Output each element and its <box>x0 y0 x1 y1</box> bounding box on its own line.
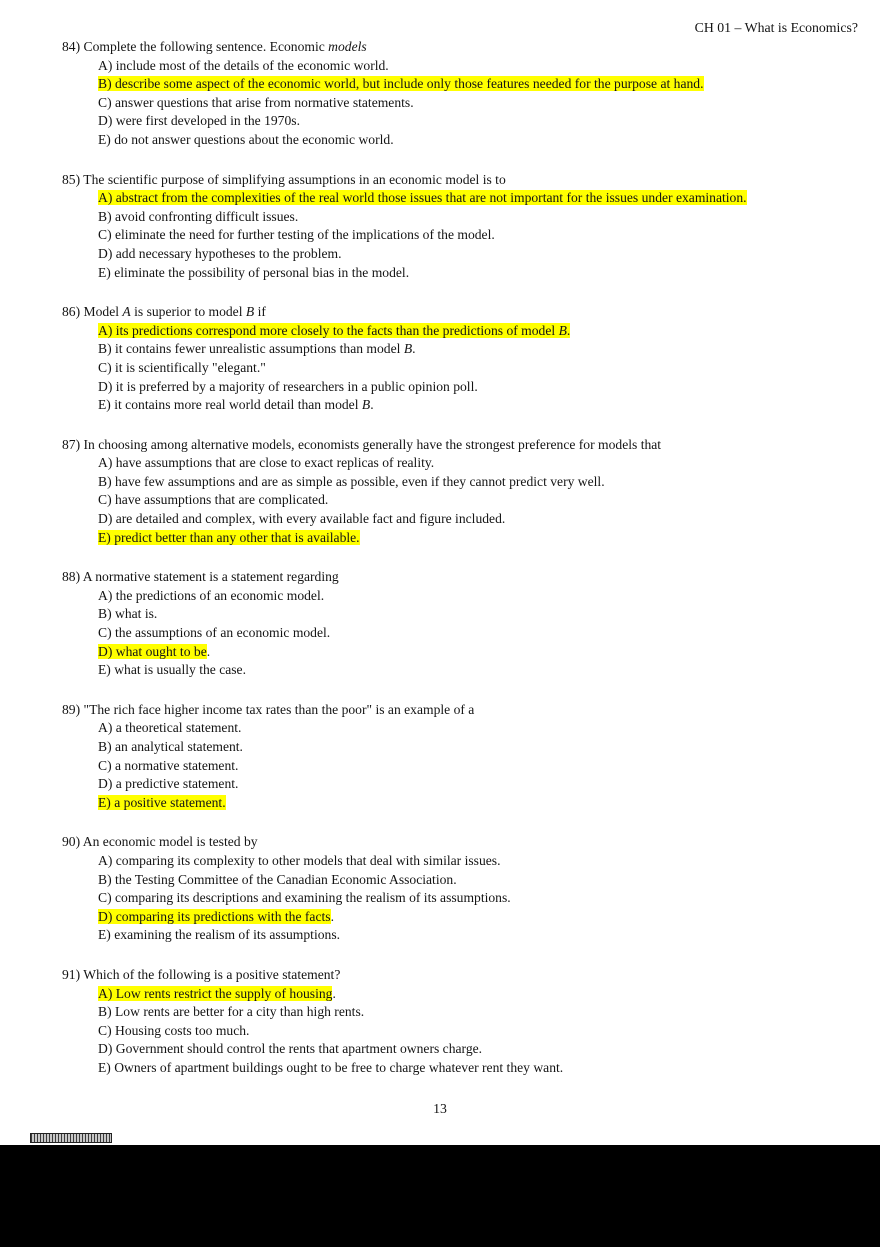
answer-option <box>0 75 872 94</box>
text-segment: . <box>566 322 571 338</box>
answer-option: E) it contains more real world detail than model B. <box>98 397 374 413</box>
answer-option: C) Housing costs too much. <box>98 1022 250 1038</box>
question-stem: 91) Which of the following is a positive statement? <box>62 966 341 982</box>
answer-option: C) have assumptions that are complicated. <box>98 492 329 508</box>
answer-option: A) comparing its complexity to other models that deal with similar issues. <box>98 852 501 868</box>
answer-option: E) do not answer questions about the economic world. <box>98 131 394 147</box>
answer-option <box>0 794 872 813</box>
text-segment: it contains fewer unrealistic assumptions than model <box>115 341 404 357</box>
question-block <box>0 833 872 945</box>
answer-option: A) the predictions of an economic model. <box>98 587 325 603</box>
answer-option: C) answer questions that arise from normative statements. <box>98 94 414 110</box>
answer-option: D) a predictive statement. <box>98 776 239 792</box>
question-stem: 90) An economic model is tested by <box>62 834 258 850</box>
answer-option: B) the Testing Committee of the Canadian Economic Association. <box>98 871 457 887</box>
highlighted-answer: B) describe some aspect of the economic world, but include only those features needed for the purpose at hand. <box>98 76 704 92</box>
highlighted-answer: E) predict better than any other that is available. <box>98 529 360 545</box>
answer-option: B) Low rents are better for a city than high rents. <box>98 1004 365 1020</box>
answer-option: C) eliminate the need for further testing of the implications of the model. <box>98 227 495 243</box>
question-block <box>0 568 872 680</box>
answer-option: A) have assumptions that are close to exact replicas of reality. <box>98 455 435 471</box>
highlighted-answer: E) a positive statement. <box>98 794 226 810</box>
text-segment: if <box>254 304 266 320</box>
italic-text: B <box>558 322 567 338</box>
answer-option: C) the assumptions of an economic model. <box>98 625 331 641</box>
text-segment: its predictions correspond more closely to the facts than the predictions of model <box>115 322 559 338</box>
answer-option: D) were first developed in the 1970s. <box>98 113 300 129</box>
striped-artifact <box>30 1133 112 1143</box>
question-stem: 86) Model A is superior to model B if <box>62 304 266 320</box>
chapter-header: CH 01 – What is Economics? <box>694 20 858 35</box>
answer-option: C) it is scientifically "elegant." <box>98 359 266 375</box>
question-block <box>0 966 872 1078</box>
question-block <box>0 436 872 548</box>
answer-option <box>0 529 872 548</box>
question-block <box>0 171 872 283</box>
answer-option: B) an analytical statement. <box>98 739 243 754</box>
answer-option: C) a normative statement. <box>98 757 239 773</box>
text-segment: is superior to model <box>130 304 246 320</box>
question-stem: 84) Complete the following sentence. Economic models <box>62 39 367 54</box>
question-stem: 89) "The rich face higher income tax rates than the poor" is an example of a <box>62 701 475 717</box>
answer-option: C) comparing its descriptions and examining the realism of its assumptions. <box>98 890 511 906</box>
answer-option <box>0 189 872 208</box>
italic-text: A <box>122 304 131 320</box>
highlighted-answer: A) abstract from the complexities of the real world those issues that are not important for the issues under examination. <box>98 190 747 206</box>
highlighted-answer: A) Low rents restrict the supply of housing <box>98 985 333 1001</box>
question-block <box>0 38 872 150</box>
answer-option: D) it is preferred by a majority of researchers in a public opinion poll. <box>98 378 478 394</box>
answer-option: D) comparing its predictions with the facts. <box>98 908 334 924</box>
answer-option: A) include most of the details of the economic world. <box>98 57 389 73</box>
black-footer-region <box>0 1145 880 1247</box>
italic-text: B <box>403 341 413 357</box>
answer-option <box>0 322 872 341</box>
answer-option: A) a theoretical statement. <box>98 720 242 736</box>
italic-text: B <box>361 397 371 413</box>
answer-option: B) avoid confronting difficult issues. <box>98 208 299 224</box>
page-number: 13 <box>433 1101 447 1116</box>
question-block <box>0 303 872 415</box>
answer-option: E) Owners of apartment buildings ought to be free to charge whatever rent they want. <box>98 1059 564 1075</box>
question-block <box>0 701 872 813</box>
text-segment: it contains more real world detail than model <box>114 397 362 413</box>
answer-option: D) add necessary hypotheses to the problem. <box>98 245 342 261</box>
questions-list <box>0 38 872 1099</box>
text-segment: . <box>370 397 374 413</box>
highlighted-answer: D) what ought to be <box>98 643 207 659</box>
text-segment: Model <box>83 304 123 320</box>
italic-text: B <box>245 304 255 320</box>
highlighted-answer: D) comparing its predictions with the facts <box>98 908 331 924</box>
answer-option: E) eliminate the possibility of personal bias in the model. <box>98 264 410 280</box>
answer-option: D) are detailed and complex, with every available fact and figure included. <box>98 511 506 527</box>
answer-option: D) what ought to be. <box>98 643 211 659</box>
answer-option: B) have few assumptions and are as simple as possible, even if they cannot predict very well. <box>98 473 605 489</box>
question-stem: 88) A normative statement is a statement regarding <box>62 569 339 585</box>
question-stem: 85) The scientific purpose of simplifying assumptions in an economic model is to <box>62 171 506 187</box>
answer-option: B) what is. <box>98 606 158 622</box>
answer-option: A) Low rents restrict the supply of housing. <box>98 985 336 1001</box>
text-segment: Complete the following sentence. Economic <box>83 39 329 54</box>
answer-option: B) it contains fewer unrealistic assumptions than model B. <box>98 341 416 357</box>
text-segment: . <box>412 341 416 357</box>
answer-option: E) examining the realism of its assumptions. <box>98 927 341 943</box>
highlighted-answer: A) its predictions correspond more closely to the facts than the predictions of model B. <box>98 322 571 338</box>
answer-option: D) Government should control the rents that apartment owners charge. <box>98 1041 483 1057</box>
question-stem: 87) In choosing among alternative models, economists generally have the strongest preference for models that <box>62 436 662 452</box>
answer-option: E) what is usually the case. <box>98 662 246 678</box>
italic-text: models <box>328 39 367 54</box>
